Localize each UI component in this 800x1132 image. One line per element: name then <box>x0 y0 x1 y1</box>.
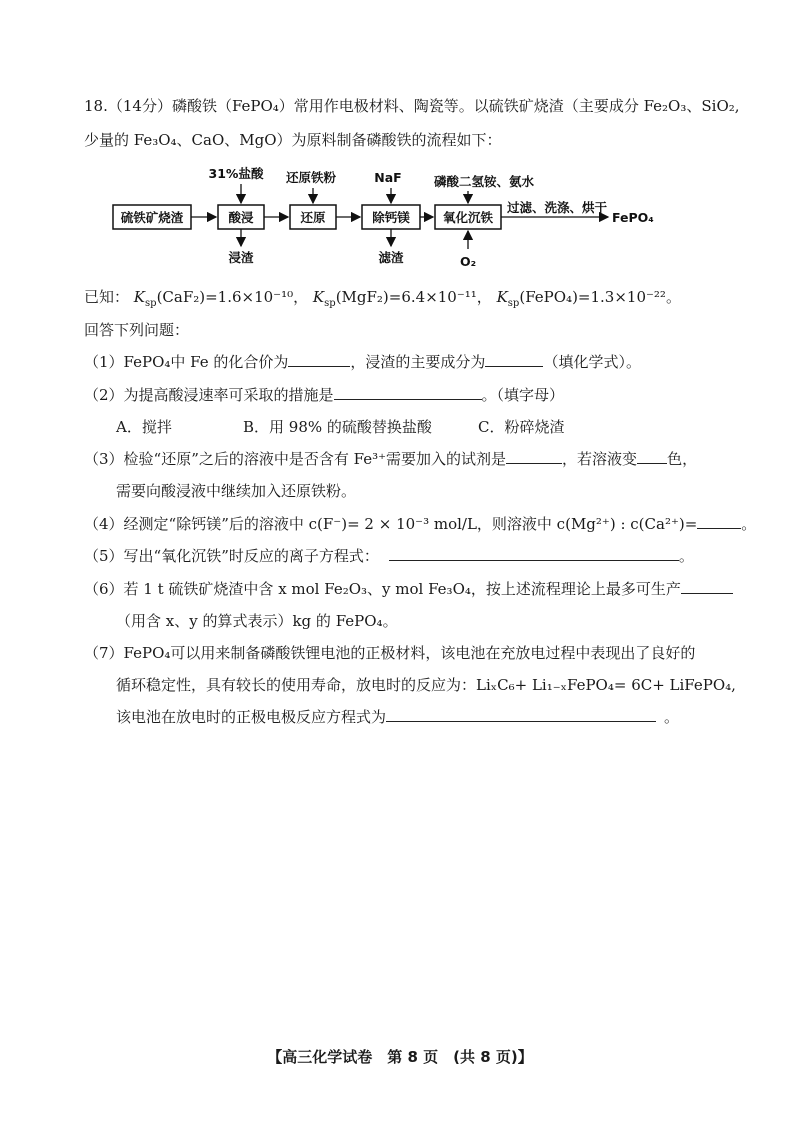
question-7-line-3 <box>116 707 679 727</box>
q7-text-c: 该电池在放电时的正极电极反应方程式为 <box>116 708 387 726</box>
ksp-fepo4: (FePO₄)=1.3×10⁻²²。 <box>519 288 681 306</box>
final-step-label: 过滤、洗涤、烘干 <box>507 200 608 215</box>
ksp-symbol-2: K <box>312 288 325 306</box>
intro-line-2: 少量的 Fe₃O₄、CaO、MgO）为原料制备磷酸铁的流程如下： <box>84 131 502 149</box>
q4-blank-ratio[interactable] <box>697 514 741 529</box>
input-phosphate-ammonia-label: 磷酸二氢铵、氨水 <box>433 174 535 189</box>
q2-option-a: A．搅拌 <box>116 418 172 436</box>
question-7-line-2: 循环稳定性，具有较长的使用寿命，放电时的反应为：LiₓC₆+ Li₁₋ₓFePO₄= 6C+ LiFePO₄, <box>116 676 736 694</box>
q5-text-a: （5）写出“氧化沉铁”时反应的离子方程式： <box>84 547 379 565</box>
q1-text-c: （填化学式）。 <box>543 353 641 371</box>
question-7-line-1: （7）FePO₄可以用来制备磷酸铁锂电池的正极材料，该电池在充放电过程中表现出了良好的 <box>84 644 696 662</box>
q3-text-c: 色， <box>667 450 698 468</box>
flow-box-oxidize-precipitate-label: 氧化沉铁 <box>442 210 494 225</box>
question-3 <box>84 449 697 469</box>
output-leach-residue-label: 浸渣 <box>228 250 254 265</box>
known-ksp-line: 已知： $K_{sp}(CaF_2)=1.6\times 10^{-10}$， $K_{sp}(MgF_2)=6.4\times 10^{-11}$， $K_{sp}(FePO_4)=1.3\times 10^{-22}$。 <box>84 288 681 309</box>
q6-line-2: （用含 x、y 的算式表示）kg 的 FePO₄。 <box>116 612 398 630</box>
q3-blank-reagent[interactable] <box>506 449 562 464</box>
q5-text-b: 。 <box>678 547 694 565</box>
question-5 <box>84 546 694 566</box>
q2-text-a: （2）为提高酸浸速率可采取的措施是 <box>84 386 334 404</box>
q3-line-2: 需要向酸浸液中继续加入还原铁粉。 <box>116 482 357 500</box>
q1-text-a: （1）FePO₄中 Fe 的化合价为 <box>84 353 289 371</box>
q1-blank-residue[interactable] <box>485 352 543 367</box>
flow-box-acid-leach-label: 酸浸 <box>228 210 254 225</box>
q6-text-a: （6）若 1 t 硫铁矿烧渣中含 x mol Fe₂O₃、y mol Fe₃O₄，按上述流程理论上最多可生产 <box>84 580 681 598</box>
q7-blank-electrode-equation[interactable] <box>386 707 656 722</box>
input-naf-label: NaF <box>374 170 402 185</box>
flow-box-raw-material-label: 硫铁矿烧渣 <box>120 210 184 225</box>
q3-text-b: ，若溶液变 <box>562 450 638 468</box>
q4-text-a: （4）经测定“除钙镁”后的溶液中 c(F⁻)= 2 × 10⁻³ mol/L，则溶液中 c(Mg²⁺) : c(Ca²⁺)= <box>84 515 698 533</box>
q2-option-c: C．粉碎烧渣 <box>478 418 565 436</box>
q2-option-b: B．用 98% 的硫酸替换盐酸 <box>243 418 432 436</box>
product-label: FePO₄ <box>612 210 654 225</box>
question-1 <box>84 352 641 372</box>
input-oxygen-label: O₂ <box>459 254 477 269</box>
question-4 <box>84 514 756 534</box>
ksp-symbol-3: K <box>496 288 508 306</box>
q1-blank-valence[interactable] <box>288 352 350 367</box>
flow-box-remove-ca-mg-label: 除钙镁 <box>372 210 410 225</box>
q1-text-b: ，浸渣的主要成分为 <box>350 353 486 371</box>
page-footer: 【高三化学试卷 第 8 页 (共 8 页)】 <box>267 1048 533 1066</box>
question-6 <box>84 579 733 599</box>
intro-line-1: 18.（14分）磷酸铁（FePO₄）常用作电极材料、陶瓷等。以硫铁矿烧渣（主要成分 Fe₂O₃、SiO₂, <box>84 97 740 115</box>
ksp-symbol-1: K <box>133 288 146 306</box>
input-hcl-label: 31%盐酸 <box>208 166 264 181</box>
q2-blank-measure[interactable] <box>334 385 482 400</box>
output-filter-residue-label: 滤渣 <box>378 250 404 265</box>
q3-text-a: （3）检验“还原”之后的溶液中是否含有 Fe³⁺需要加入的试剂是 <box>84 450 507 468</box>
input-iron-powder-label: 还原铁粉 <box>285 170 337 185</box>
ksp-cafe2: (CaF₂)=1.6×10⁻¹⁰， <box>156 288 309 306</box>
q2-text-b: 。（填字母） <box>481 386 565 404</box>
q4-text-b: 。 <box>741 515 757 533</box>
question-2 <box>84 385 564 405</box>
q6-blank-mass[interactable] <box>681 579 733 594</box>
ksp-mgf2: (MgF₂)=6.4×10⁻¹¹， <box>335 288 492 306</box>
q7-text-d: 。 <box>664 708 680 726</box>
q3-blank-color[interactable] <box>637 449 667 464</box>
answer-prompt: 回答下列问题： <box>84 321 190 339</box>
flow-box-reduce-label: 还原 <box>300 210 326 225</box>
q5-blank-equation[interactable] <box>389 546 679 561</box>
process-flow-diagram <box>0 0 800 290</box>
known-prefix: 已知： <box>84 288 130 306</box>
